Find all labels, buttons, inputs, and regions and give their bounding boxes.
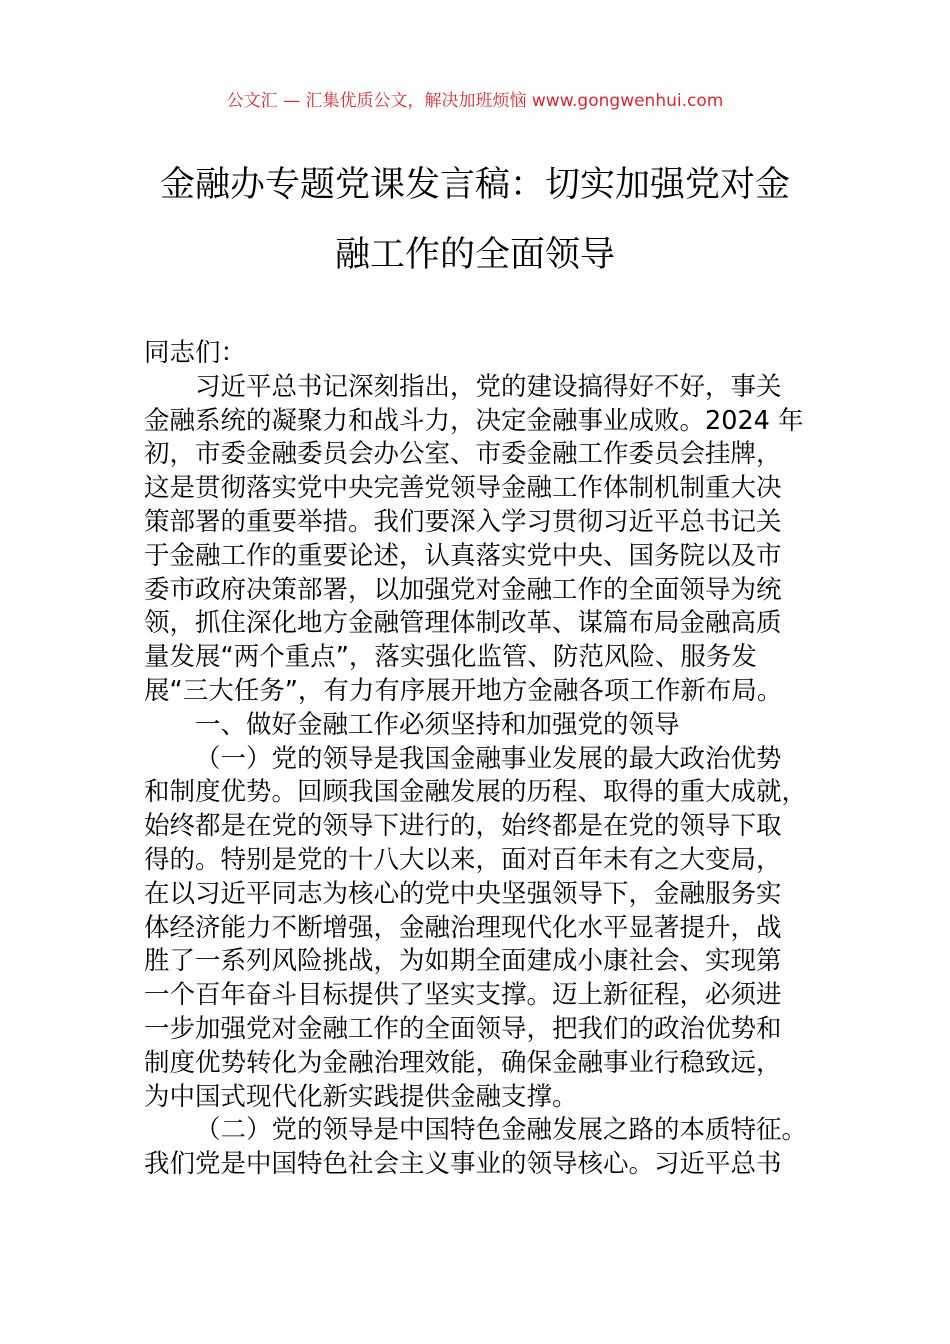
paragraph-line: 初，市委金融委员会办公室、市委金融工作委员会挂牌，	[144, 439, 782, 470]
paragraph-line: 习近平总书记深刻指出，党的建设搞得好不好，事关	[195, 371, 782, 402]
title-line-1: 金融办专题党课发言稿：切实加强党对金	[159, 165, 790, 205]
paragraph-line: 始终都是在党的领导下进行的，始终都是在党的领导下取	[144, 811, 782, 842]
site-banner: 公文汇 — 汇集优质公文，解决加班烦恼 www.gongwenhui.com	[226, 91, 724, 111]
paragraph-line: 领，抓住深化地方金融管理体制改革、谋篇布局金融高质	[144, 608, 782, 639]
document-title	[140, 150, 810, 290]
paragraph-line: 这是贯彻落实党中央完善党领导金融工作体制机制重大决	[144, 473, 782, 504]
document-body	[144, 337, 824, 1182]
paragraph-line: 量发展“两个重点”，落实强化监管、防范风险、服务发	[144, 642, 757, 673]
title-line-2: 融工作的全面领导	[334, 235, 615, 275]
salutation: 同志们：	[144, 338, 247, 368]
paragraph-line: 一个百年奋斗目标提供了坚实支撑。迈上新征程，必须进	[144, 980, 782, 1011]
paragraph-line: 胜了一系列风险挑战，为如期全面建成小康社会、实现第	[144, 946, 782, 977]
paragraph-line: 制度优势转化为金融治理效能，确保金融事业行稳致远，	[144, 1047, 782, 1078]
paragraph-line: 在以习近平同志为核心的党中央坚强领导下，金融服务实	[144, 878, 782, 909]
subsection-heading-1: （一）党的领导是我国金融事业发展的最大政治优势	[195, 743, 782, 774]
section-heading-1: 一、做好金融工作必须坚持和加强党的领导	[195, 709, 680, 740]
subsection-heading-2: （二）党的领导是中国特色金融发展之路的本质特征。	[195, 1115, 808, 1146]
paragraph-line: 展“三大任务”，有力有序展开地方金融各项工作新布局。	[144, 675, 783, 706]
paragraph-line: 于金融工作的重要论述，认真落实党中央、国务院以及市	[144, 540, 782, 571]
paragraph-line: 为中国式现代化新实践提供金融支撑。	[144, 1081, 578, 1112]
paragraph-line: 体经济能力不断增强，金融治理现代化水平显著提升，战	[144, 912, 782, 943]
paragraph-line: 得的。特别是党的十八大以来，面对百年未有之大变局，	[144, 844, 782, 875]
paragraph-line: 金融系统的凝聚力和战斗力，决定金融事业成败。2024 年	[144, 405, 804, 436]
paragraph-line: 我们党是中国特色社会主义事业的领导核心。习近平总书	[144, 1149, 782, 1180]
paragraph-line: 策部署的重要举措。我们要深入学习贯彻习近平总书记关	[144, 506, 782, 537]
paragraph-line: 和制度优势。回顾我国金融发展的历程、取得的重大成就，	[144, 777, 808, 808]
paragraph-line: 委市政府决策部署，以加强党对金融工作的全面领导为统	[144, 574, 782, 605]
paragraph-line: 一步加强党对金融工作的全面领导，把我们的政治优势和	[144, 1013, 782, 1044]
